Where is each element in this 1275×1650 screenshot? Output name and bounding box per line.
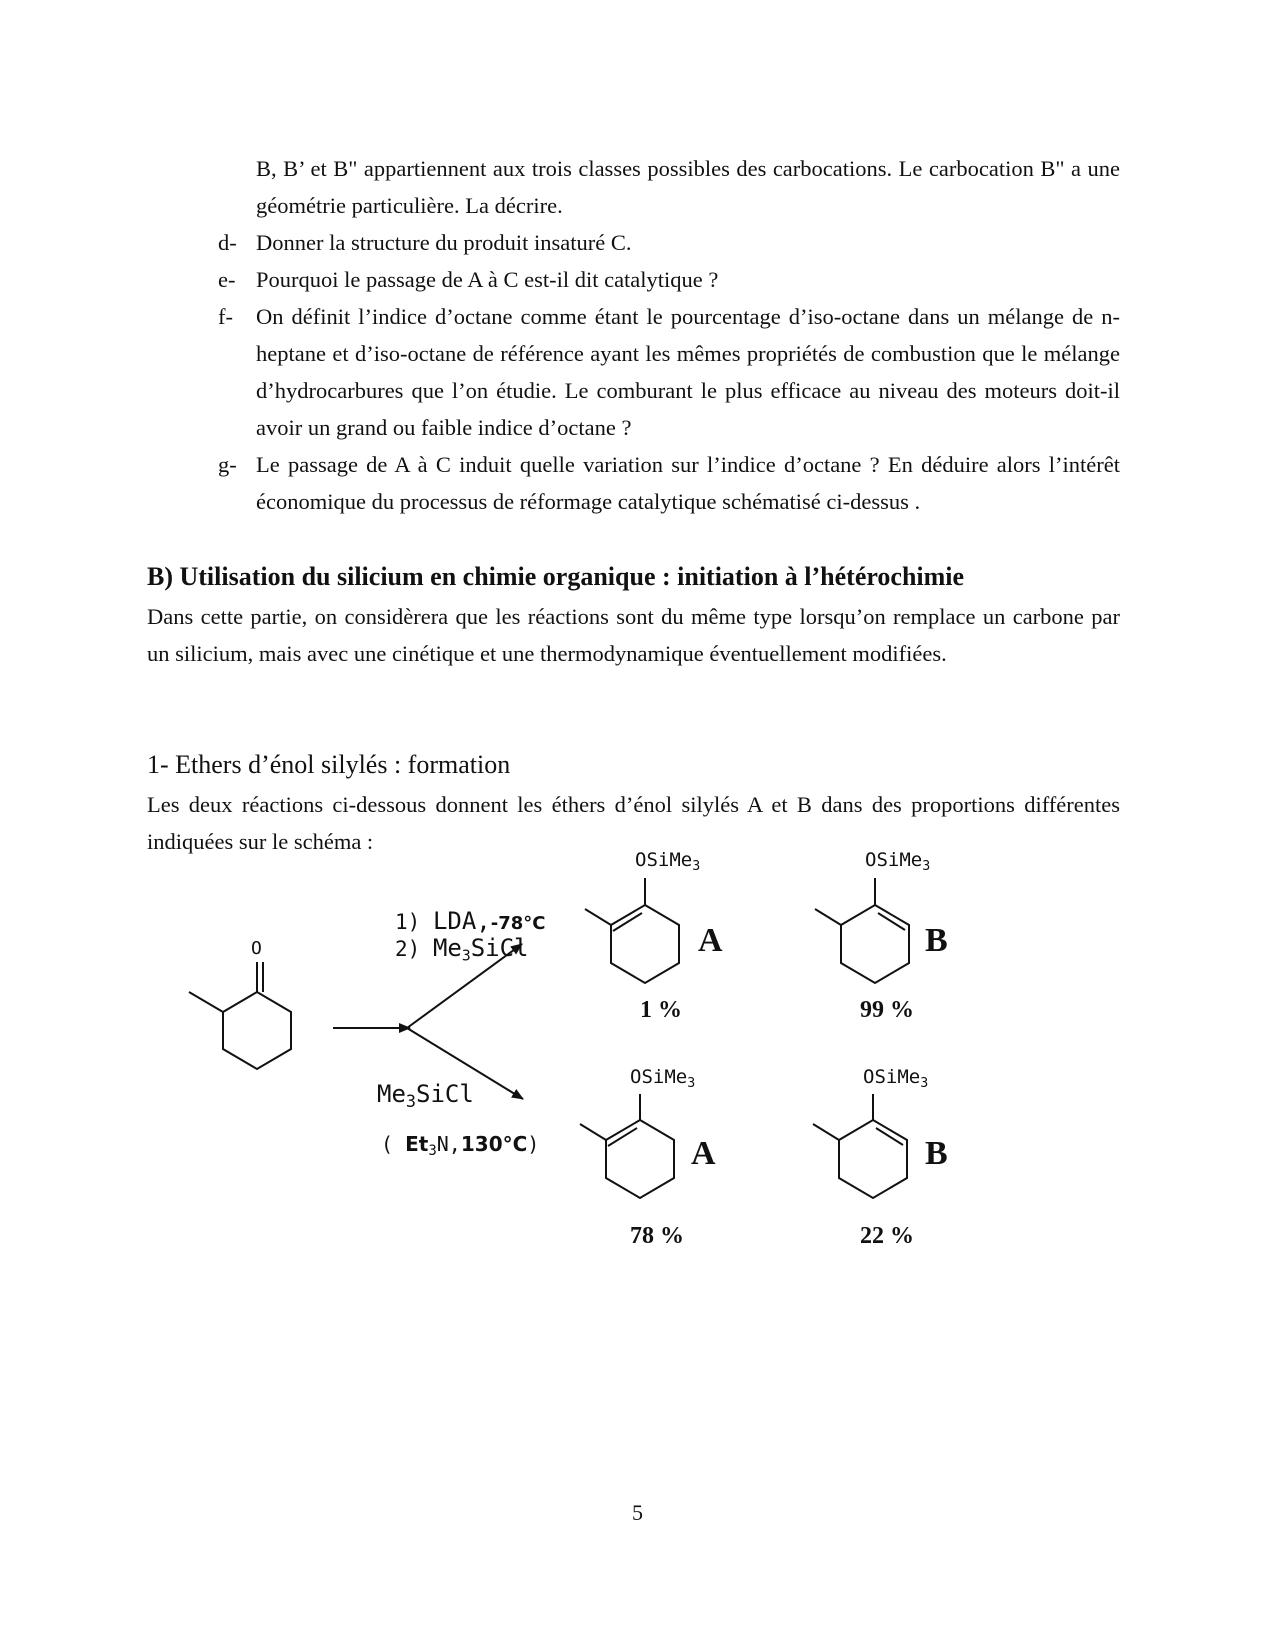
- ring: [611, 905, 679, 983]
- methyl-bond: [580, 1124, 606, 1140]
- tmscl-sicl: SiCl: [470, 934, 529, 962]
- step-1-prefix: 1): [395, 910, 421, 934]
- question-text: Donner la structure du produit insaturé C.: [256, 230, 632, 255]
- upper-product-a-label: A: [698, 922, 723, 959]
- upper-conditions-line2: [395, 936, 529, 964]
- section-b-heading: B) Utilisation du silicium en chimie organique : initiation à l’hétérochimie: [147, 562, 965, 591]
- lower-product-a-label: A: [691, 1135, 716, 1172]
- reaction-scheme: [185, 849, 1015, 1318]
- close-paren: ): [527, 1132, 540, 1156]
- upper-product-b-label: B: [925, 922, 948, 959]
- scheme-drawing: [185, 878, 1015, 1318]
- reaction-arrows: [333, 944, 523, 1099]
- et3n-et: Et: [405, 1132, 429, 1156]
- tmscl-me: Me: [432, 934, 462, 962]
- tmscl-me: Me: [377, 1080, 406, 1108]
- upper-product-b-structure: [815, 878, 909, 983]
- page-number: 5: [632, 1500, 643, 1525]
- upper-b-percentage: 99 %: [860, 997, 914, 1023]
- question-marker: f-: [218, 304, 233, 329]
- et3n-subscript: 3: [428, 1143, 437, 1160]
- upper-conditions-line1: [395, 909, 545, 933]
- low-temperature: -78°C: [490, 913, 546, 934]
- question-marker: e-: [218, 267, 236, 292]
- question-e: [218, 261, 1120, 298]
- methyl-bond: [813, 1124, 839, 1140]
- question-list: [218, 224, 1120, 520]
- question-marker: d-: [218, 230, 237, 255]
- upper-product-a-structure: [585, 878, 679, 983]
- tmscl-subscript: 3: [461, 947, 471, 965]
- continuation-paragraph: B, B’ et B" appartiennent aux trois classes possibles des carbocations. Le carbocation B" a une géométrie particulière. La décrire.: [256, 156, 1120, 218]
- subsection-1-heading: 1- Ethers d’énol silylés : formation: [147, 750, 511, 779]
- lower-product-b-label: B: [925, 1135, 948, 1172]
- lda-reagent: LDA,: [432, 907, 491, 935]
- lower-a-substituent-label: OSiMe$_3$: [630, 1066, 696, 1091]
- ring: [841, 905, 909, 983]
- lower-b-substituent-label: OSiMe$_3$: [863, 1066, 929, 1091]
- open-paren: (: [381, 1132, 394, 1156]
- lower-conditions-base: [381, 1134, 539, 1158]
- section-b-intro: Dans cette partie, on considèrera que les réactions sont du même type lorsqu’on remplace un carbone par un silicium, mais avec une cinétique et une thermodynamique éventuellement modifiées.: [147, 604, 1120, 666]
- methyl-bond: [815, 909, 841, 925]
- step-2-prefix: 2): [395, 937, 421, 961]
- tmscl-subscript: 3: [405, 1091, 417, 1112]
- question-text: Le passage de A à C induit quelle variation sur l’indice d’octane ? En déduire alors l’intérêt économique du processus de réformage catalytique schématisé ci-dessus .: [256, 452, 1120, 514]
- question-text: On définit l’indice d’octane comme étant le pourcentage d’iso-octane dans un mélange de n-heptane et d’iso-octane de référence ayant les mêmes propriétés de combustion que le mélange d’hydrocarbures que l’on étudie. Le comburant le plus efficace au niveau des moteurs doit-il avoir un grand ou faible indice d’octane ?: [256, 304, 1120, 440]
- lower-conditions-reagent: [377, 1082, 474, 1110]
- ring: [606, 1120, 674, 1198]
- question-text: Pourquoi le passage de A à C est-il dit catalytique ?: [256, 267, 719, 292]
- ketone-ring: [223, 992, 291, 1069]
- question-g: [218, 446, 1120, 520]
- tmscl-sicl: SiCl: [416, 1080, 474, 1108]
- starting-ketone-structure: [189, 962, 291, 1069]
- high-temperature: 130°C: [460, 1132, 528, 1156]
- question-marker: g-: [218, 452, 237, 477]
- lower-a-percentage: 78 %: [630, 1223, 684, 1249]
- lower-product-a-structure: [580, 1094, 674, 1198]
- subsection-1-text: Les deux réactions ci-dessous donnent les éthers d’énol silylés A et B dans des proportions différentes indiquées sur le schéma :: [147, 792, 1120, 854]
- upper-a-substituent-label: OSiMe$_3$: [635, 849, 701, 874]
- question-d: [218, 224, 1120, 261]
- lower-product-b-structure: [813, 1094, 907, 1198]
- question-f: [218, 298, 1120, 446]
- upper-a-percentage: 1 %: [640, 997, 682, 1023]
- methyl-bond: [189, 992, 223, 1012]
- lower-b-percentage: 22 %: [860, 1223, 914, 1249]
- ring: [839, 1120, 907, 1198]
- et3n-n: N,: [436, 1132, 461, 1156]
- upper-b-substituent-label: OSiMe$_3$: [865, 849, 931, 874]
- methyl-bond: [585, 909, 611, 925]
- ketone-oxygen-label: O: [251, 938, 262, 959]
